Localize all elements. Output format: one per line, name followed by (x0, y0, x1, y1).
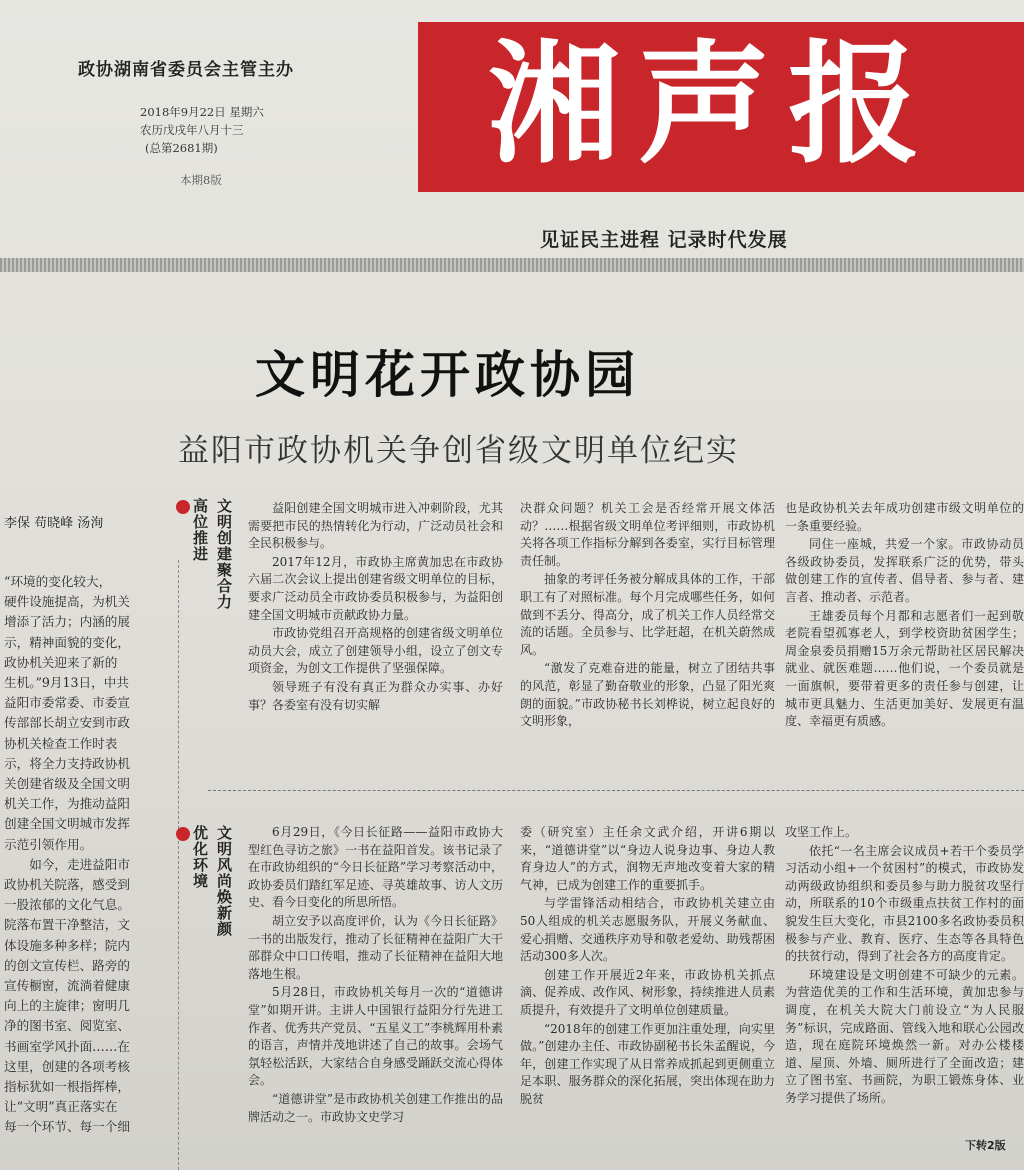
section-1-column-3: 也是政协机关去年成功创建市级文明单位的一条重要经验。 同住一座城，共爱一个家。市政协动员各级政协委员，发挥联系广泛的优势，带头做创建工作的宣传者、倡导者、参与者、建言者、推动者、示范者。 王雄委员每个月都和志愿者们一起到敬老院看望孤寡老人，到学校资助贫困学生；周金泉委员捐赠15万余元帮助社区居民解决就业、就医难题……他们说，一个委员就是一面旗帜，要带着更多的责任参与创建，让城市更具魅力、生活更加美好、发展更有温度、幸福更有质感。 (785, 501, 1024, 729)
left-column: “环境的变化较大， 硬件设施提高，为机关 增添了活力；内涵的展 示，精神面貌的变化， 政协机关迎来了新的 生机。”9月13日，中共 益阳市委常委、市委宣 传部部长胡立安到市政 协机关检查工作时表 示，将全力支持政协机 关创建省级及全国文明 机关工作，为推动益阳 创建全国文明城市发挥 示范引领作用。 如今，走进益阳市 政协机关院落，感受到 一股浓郁的文化气息。 院落布置干净整洁，文 体设施多种多样；院内 的创文宣传栏、路旁的 宣传橱窗，流淌着健康 向上的主旋律；窗明几 净的图书室、阅览室、 书画室学风扑面……在 这里，创建的各项考核 指标犹如一根指挥棒， 让“文明”真正落实在 每一个环节、每一个细 (4, 574, 130, 1135)
section-1-title-a: 高位推进 (191, 498, 209, 562)
bullet-dot-icon (176, 500, 190, 514)
section-2-title-a: 优化环境 (191, 825, 209, 889)
masthead-banner (418, 22, 1024, 192)
section-1-column-2: 决群众问题？机关工会是否经常开展文体活动？……根据省级文明单位考评细则，市政协机关将各项工作指标分解到各委室，实行目标管理责任制。 抽象的考评任务被分解成具体的工作，干部职工有了对照标准。每个月完成哪些任务，如何做到不丢分、得高分，成了机关工作人员经常交流的话题。全员参与、比学赶超，在机关蔚然成风。 “激发了克难奋进的能量，树立了团结共事的风范，彰显了勤奋敬业的形象，凸显了阳光爽朗的面貌。”市政协秘书长刘桦说，树立起良好的文明形象， (520, 501, 775, 729)
article-headline: 文明花开政协园 (255, 346, 640, 404)
article-authors: 李保 苟晓峰 汤洵 (4, 516, 104, 531)
organizer-line: 政协湖南省委员会主管主办 (78, 60, 294, 80)
section-heading-2 (176, 825, 246, 985)
section-1-title-b: 文明创建聚合力 (215, 498, 233, 610)
section-2-column-2: 委（研究室）主任余文武介绍，开讲6期以来，“道德讲堂”以“身边人说身边事、身边人教育身边人”的方式，润物无声地改变着大家的精气神，已成为创建工作的重要抓手。 与学雷锋活动相结合，市政协机关建立由50人组成的机关志愿服务队，开展义务献血、爱心捐赠、交通秩序劝导和敬老爱幼、助残帮困活动300多人次。 创建工作开展近2年来，市政协机关抓点滴、促养成、改作风、树形象，持续推进人员素质提升，有效提升了文明单位创建质量。 “2018年的创建工作更加注重处理，向实里做。”创建办主任、市政协副秘书长朱孟醒说，今年，创建工作实现了从日常养成抓起到更侧重立足本职、服务群众的深化拓展，突出体现在助力脱贫 (520, 825, 775, 1106)
article-subheadline: 益阳市政协机关争创省级文明单位纪实 (178, 433, 739, 469)
continued-on-page: 下转2版 (965, 1139, 1006, 1152)
newspaper-title: 湘声报 (488, 27, 938, 182)
issue-number: (总第2681期) (145, 141, 218, 155)
section-2-title-b: 文明风尚焕新颜 (215, 825, 233, 937)
section-2-column-1: 6月29日，《今日长征路——益阳市政协大型红色寻访之旅》一书在益阳首发。该书记录了在市政协组织的“今日长征路”学习考察活动中，政协委员们踏红军足迹、寻英雄故事、访人文历史、看今日变化的所思所悟。 胡立安予以高度评价，认为《今日长征路》一书的出版发行，推动了长征精神在益阳广大干部群众中口口传唱，推动了长征精神在益阳大地落地生根。 5月28日，市政协机关每月一次的“道德讲堂”如期开讲。主讲人中国银行益阳分行先进工作者、优秀共产党员、“五星义工”李桃辉用朴素的语言，声情并茂地讲述了自己的故事。会场气氛轻松活跃，大家结合自身感受踊跃交流心得体会。 “道德讲堂”是市政协机关创建工作推出的品牌活动之一。市政协文史学习 (248, 825, 503, 1124)
publish-date: 2018年9月22日 星期六 (140, 105, 264, 119)
section-heading-1 (176, 498, 246, 658)
slogan: 见证民主进程 记录时代发展 (540, 229, 788, 251)
bullet-dot-icon (176, 827, 190, 841)
section-2-column-3: 攻坚工作上。 依托“一名主席会议成员+若干个委员学习活动小组+一个贫困村”的模式，市政协发动两级政协组织和委员参与助力脱贫攻坚行动，所联系的10个市级重点扶贫工作村的面貌发生巨大变化，市县2100多名政协委员积极参与产业、教育、医疗、生态等各具特色的扶贫行动，得到了社会各方的高度肯定。 环境建设是文明创建不可缺少的元素。为营造优美的工作和生活环境，黄加忠参与调度，在机关大院大门前设立“为人民服务”标识，完成路面、管线入地和联心公园改造，现在庭院环境焕然一新。对办公楼楼道、屋顶、外墙、厕所进行了全面改造；建立了图书室、书画院，为职工锻炼身体、业务学习提供了场所。 (785, 825, 1024, 1105)
section-divider (208, 790, 1024, 791)
page-count: 本期8版 (180, 173, 222, 187)
lunar-date: 农历戊戌年八月十三 (140, 123, 244, 137)
header-divider (0, 258, 1024, 272)
section-1-column-1: 益阳创建全国文明城市进入冲刺阶段，尤其需要把市民的热情转化为行动，广泛动员社会和全民积极参与。 2017年12月，市政协主席黄加忠在市政协六届二次会议上提出创建省级文明单位的目标，要求广泛动员全市政协委员积极参与，为益阳创建全国文明城市贡献政协力量。 市政协党组召开高规格的创建省级文明单位动员大会，成立了创建领导小组，设立了创文专项资金，为创文工作提供了坚强保障。 领导班子有没有真正为群众办实事、办好事？各委室有没有切实解 (248, 501, 503, 712)
